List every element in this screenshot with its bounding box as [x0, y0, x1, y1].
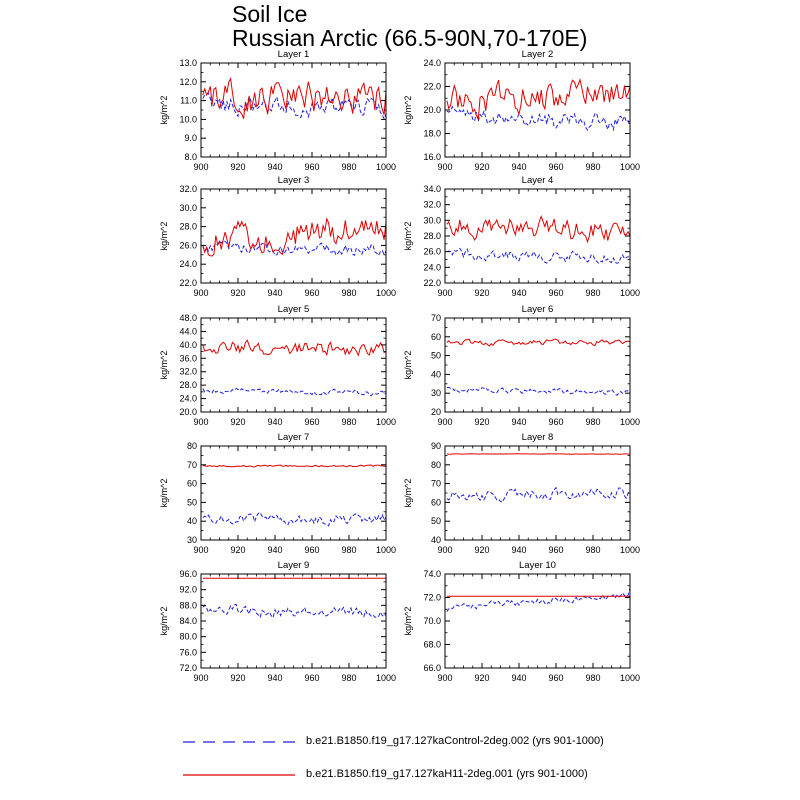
- y-tick-label: 92.0: [179, 584, 197, 595]
- y-tick-label: 24.0: [423, 58, 441, 68]
- x-tick-label: 940: [511, 673, 527, 683]
- x-tick-label: 980: [341, 417, 357, 427]
- y-axis-label: kg/m^2: [159, 95, 169, 125]
- y-axis-label: kg/m^2: [403, 221, 413, 251]
- series-experiment-line: [203, 340, 386, 355]
- panel-layer-10: [403, 560, 640, 683]
- panel-layer-4: [403, 175, 640, 298]
- panel-title: Layer 4: [521, 175, 554, 186]
- y-tick-label: 70: [430, 313, 441, 323]
- plot-frame: [201, 574, 386, 668]
- series-experiment-line: [203, 465, 386, 467]
- y-tick-label: 22.0: [179, 278, 197, 288]
- x-tick-label: 1000: [619, 417, 641, 427]
- x-tick-label: 960: [548, 162, 564, 172]
- x-tick-label: 1000: [619, 162, 641, 172]
- y-tick-label: 72.0: [423, 592, 441, 603]
- y-tick-label: 60: [430, 331, 441, 342]
- x-tick-label: 1000: [375, 417, 397, 427]
- x-tick-label: 960: [304, 673, 320, 683]
- x-tick-label: 940: [511, 288, 527, 298]
- x-tick-label: 1000: [375, 288, 397, 298]
- x-tick-label: 900: [193, 545, 209, 555]
- x-tick-label: 900: [437, 162, 453, 172]
- panel-title: Layer 3: [277, 175, 310, 186]
- y-tick-label: 13.0: [179, 58, 197, 68]
- panel-layer-3: [159, 175, 396, 298]
- x-tick-label: 900: [193, 417, 209, 427]
- x-tick-label: 1000: [375, 545, 397, 555]
- y-axis-label: kg/m^2: [159, 606, 169, 636]
- series-experiment-line: [447, 217, 630, 242]
- y-tick-label: 66.0: [423, 663, 441, 673]
- y-tick-label: 32.0: [423, 199, 441, 210]
- y-tick-label: 34.0: [423, 184, 441, 194]
- y-tick-label: 24.0: [179, 393, 197, 404]
- x-tick-label: 960: [548, 417, 564, 427]
- x-tick-label: 980: [341, 288, 357, 298]
- series-control-line: [447, 488, 630, 502]
- x-tick-label: 960: [304, 288, 320, 298]
- panel-layer-6: [403, 304, 640, 427]
- x-tick-label: 980: [341, 673, 357, 683]
- y-tick-label: 26.0: [423, 246, 441, 257]
- y-tick-label: 50: [186, 497, 197, 508]
- x-tick-label: 960: [548, 288, 564, 298]
- y-tick-label: 32.0: [179, 184, 197, 194]
- x-tick-label: 960: [304, 162, 320, 172]
- y-tick-label: 44.0: [179, 326, 197, 337]
- y-tick-label: 18.0: [423, 128, 441, 139]
- y-tick-label: 28.0: [179, 221, 197, 232]
- x-tick-label: 940: [511, 162, 527, 172]
- x-tick-label: 1000: [619, 545, 641, 555]
- panel-title: Layer 6: [521, 304, 554, 315]
- x-tick-label: 1000: [619, 673, 641, 683]
- y-tick-label: 28.0: [179, 380, 197, 391]
- y-tick-label: 22.0: [423, 81, 441, 92]
- y-axis-label: kg/m^2: [403, 95, 413, 125]
- x-tick-label: 900: [437, 288, 453, 298]
- panel-layer-9: [159, 560, 396, 683]
- y-tick-label: 20.0: [179, 407, 197, 417]
- y-axis-label: kg/m^2: [403, 478, 413, 508]
- x-tick-label: 920: [474, 673, 490, 683]
- x-tick-label: 920: [474, 162, 490, 172]
- y-tick-label: 80.0: [179, 631, 197, 642]
- x-tick-label: 940: [267, 545, 283, 555]
- x-tick-label: 900: [437, 673, 453, 683]
- y-tick-label: 60: [186, 478, 197, 489]
- y-tick-label: 50: [430, 516, 441, 527]
- plot-frame: [445, 574, 630, 668]
- x-tick-label: 960: [304, 545, 320, 555]
- y-tick-label: 30.0: [179, 202, 197, 213]
- y-tick-label: 70: [186, 459, 197, 470]
- series-control-line: [203, 241, 386, 256]
- y-tick-label: 40.0: [179, 339, 197, 350]
- x-tick-label: 940: [267, 673, 283, 683]
- panel-title: Layer 1: [277, 49, 310, 60]
- x-tick-label: 920: [230, 545, 246, 555]
- panel-title: Layer 7: [277, 432, 310, 443]
- y-axis-label: kg/m^2: [159, 478, 169, 508]
- panel-layer-2: [403, 49, 640, 172]
- x-tick-label: 940: [267, 162, 283, 172]
- x-tick-label: 900: [437, 545, 453, 555]
- x-tick-label: 900: [437, 417, 453, 427]
- y-tick-label: 70.0: [423, 616, 441, 626]
- y-tick-label: 11.0: [180, 95, 197, 106]
- y-tick-label: 10.0: [179, 114, 197, 125]
- series-experiment-line: [203, 79, 386, 119]
- panel-layer-5: [159, 304, 396, 427]
- series-control-line: [447, 588, 630, 612]
- series-control-line: [203, 604, 386, 617]
- panel-title: Layer 10: [519, 560, 556, 571]
- panel-title: Layer 8: [521, 432, 554, 443]
- x-tick-label: 920: [474, 288, 490, 298]
- x-tick-label: 940: [267, 417, 283, 427]
- y-tick-label: 16.0: [423, 152, 441, 162]
- plot-frame: [445, 446, 630, 540]
- x-tick-label: 1000: [375, 162, 397, 172]
- y-tick-label: 68.0: [423, 639, 441, 650]
- plot-frame: [201, 446, 386, 540]
- x-tick-label: 940: [511, 545, 527, 555]
- x-tick-label: 920: [230, 673, 246, 683]
- panel-layer-8: [403, 432, 640, 555]
- y-tick-label: 50: [430, 350, 441, 361]
- y-tick-label: 70: [430, 478, 441, 489]
- plot-frame: [445, 318, 630, 412]
- panel-title: Layer 5: [277, 304, 310, 315]
- x-tick-label: 980: [341, 162, 357, 172]
- x-tick-label: 980: [585, 417, 601, 427]
- x-tick-label: 980: [341, 545, 357, 555]
- x-tick-label: 1000: [375, 673, 397, 683]
- y-tick-label: 80: [186, 441, 197, 451]
- x-tick-label: 960: [548, 545, 564, 555]
- x-tick-label: 900: [193, 288, 209, 298]
- y-tick-label: 28.0: [423, 231, 441, 241]
- y-tick-label: 88.0: [179, 600, 197, 611]
- x-tick-label: 1000: [619, 288, 641, 298]
- y-tick-label: 80: [430, 459, 441, 470]
- y-tick-label: 26.0: [179, 240, 197, 251]
- figure-subtitle: Russian Arctic (66.5-90N,70-170E): [232, 25, 588, 51]
- y-tick-label: 24.0: [423, 262, 441, 273]
- y-tick-label: 40: [186, 516, 197, 527]
- y-tick-label: 32.0: [179, 366, 197, 377]
- figure-title: Soil Ice: [232, 1, 308, 27]
- y-tick-label: 12.0: [179, 76, 197, 87]
- panel-title: Layer 9: [277, 560, 310, 571]
- y-tick-label: 74.0: [423, 569, 441, 579]
- legend-label-control: b.e21.B1850.f19_g17.127kaControl-2deg.002 (yrs 901-1000): [306, 735, 604, 747]
- y-axis-label: kg/m^2: [403, 350, 413, 380]
- x-tick-label: 920: [230, 417, 246, 427]
- y-tick-label: 24.0: [179, 259, 197, 270]
- x-tick-label: 920: [230, 288, 246, 298]
- y-tick-label: 30.0: [423, 215, 441, 226]
- x-tick-label: 900: [193, 673, 209, 683]
- x-tick-label: 980: [585, 162, 601, 172]
- y-tick-label: 48.0: [179, 313, 197, 323]
- series-experiment-line: [447, 80, 630, 120]
- x-tick-label: 940: [511, 417, 527, 427]
- panel-title: Layer 2: [521, 49, 554, 60]
- y-tick-label: 72.0: [179, 663, 197, 673]
- series-control-line: [447, 387, 630, 395]
- legend-label-experiment: b.e21.B1850.f19_g17.127kaH11-2deg.001 (yrs 901-1000): [306, 768, 588, 780]
- y-tick-label: 76.0: [179, 647, 197, 658]
- y-tick-label: 36.0: [179, 353, 197, 364]
- y-tick-label: 40: [430, 369, 441, 380]
- x-tick-label: 920: [474, 545, 490, 555]
- y-tick-label: 30: [186, 535, 197, 545]
- x-tick-label: 920: [230, 162, 246, 172]
- y-tick-label: 90: [430, 441, 441, 451]
- series-experiment-line: [447, 339, 630, 346]
- y-tick-label: 20: [430, 407, 441, 417]
- y-axis-label: kg/m^2: [159, 221, 169, 251]
- plot-frame: [201, 318, 386, 412]
- y-tick-label: 60: [430, 497, 441, 508]
- panel-layer-7: [159, 432, 396, 555]
- y-tick-label: 9.0: [184, 133, 197, 144]
- panel-layer-1: [159, 49, 396, 172]
- y-tick-label: 20.0: [423, 105, 441, 115]
- series-control-line: [203, 513, 386, 526]
- y-tick-label: 8.0: [184, 152, 197, 162]
- y-tick-label: 40: [430, 535, 441, 545]
- y-tick-label: 84.0: [179, 616, 197, 626]
- x-tick-label: 900: [193, 162, 209, 172]
- x-tick-label: 980: [585, 545, 601, 555]
- x-tick-label: 980: [585, 288, 601, 298]
- plot-frame: [201, 189, 386, 283]
- y-axis-label: kg/m^2: [159, 350, 169, 380]
- x-tick-label: 920: [474, 417, 490, 427]
- x-tick-label: 960: [304, 417, 320, 427]
- series-control-line: [203, 389, 386, 396]
- y-tick-label: 22.0: [423, 278, 441, 288]
- y-tick-label: 96.0: [179, 569, 197, 579]
- x-tick-label: 980: [585, 673, 601, 683]
- x-tick-label: 940: [267, 288, 283, 298]
- y-tick-label: 30: [430, 388, 441, 399]
- series-control-line: [447, 248, 630, 263]
- x-tick-label: 960: [548, 673, 564, 683]
- y-axis-label: kg/m^2: [403, 606, 413, 636]
